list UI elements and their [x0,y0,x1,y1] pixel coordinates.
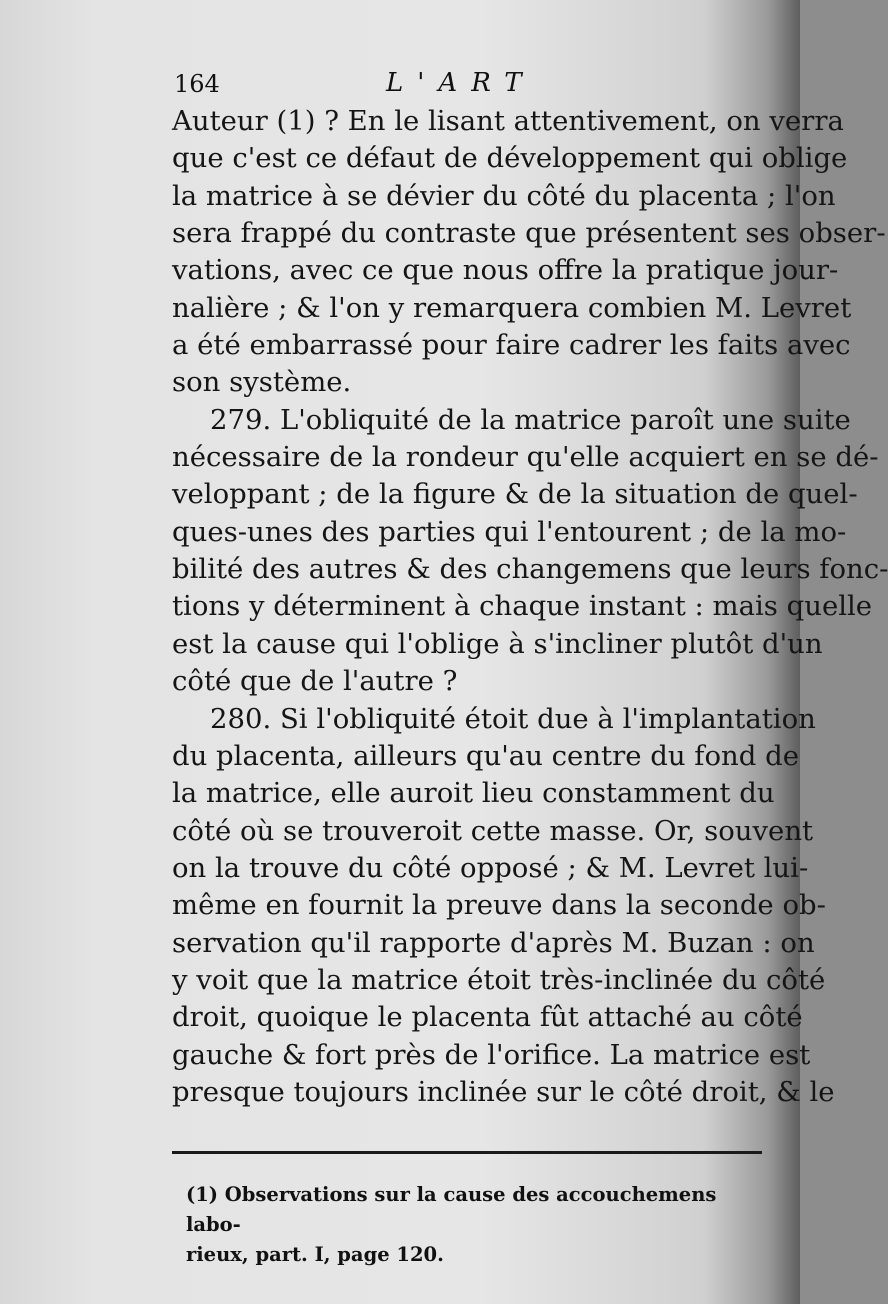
text-line: veloppant ; de la figure & de la situation de quel- [172,478,858,511]
text-line: on la trouve du côté opposé ; & M. Levret lui- [172,851,809,884]
text-line: gauche & fort près de l'orifice. La matrice est [172,1038,811,1071]
footnote [186,1180,766,1270]
footnote-rule [172,1151,762,1154]
text-line: que c'est ce défaut de développement qui oblige [172,142,848,175]
footnote-line: rieux, part. I, page 120. [186,1243,444,1266]
text-line: servation qu'il rapporte d'après M. Buzan : on [172,926,815,959]
text-line: côté que de l'autre ? [172,665,458,698]
text-line: a été embarrassé pour faire cadrer les faits avec [172,329,851,362]
text-line: même en fournit la preuve dans la seconde ob- [172,889,826,922]
text-line: côté où se trouveroit cette masse. Or, souvent [172,814,814,847]
page-number: 164 [174,70,220,98]
footnote-line: (1) Observations sur la cause des accouchemens labo- [186,1183,717,1236]
text-line: sera frappé du contraste que présentent ses obser- [172,217,886,250]
text-line: presque toujours inclinée sur le côté droit, & le [172,1075,835,1108]
text-line: tions y déterminent à chaque instant : mais quelle [172,590,873,623]
text-line: est la cause qui l'oblige à s'incliner plutôt d'un [172,627,823,660]
text-line: son système. [172,366,352,399]
body-text [172,103,888,1111]
text-line: du placenta, ailleurs qu'au centre du fond de [172,739,799,772]
text-line: y voit que la matrice étoit très-inclinée du côté [172,963,826,996]
text-line: nalière ; & l'on y remarquera combien M. Levret [172,291,852,324]
text-line: bilité des autres & des changemens que leurs fonc- [172,553,888,586]
running-title: L'ART [386,68,536,98]
text-line: vations, avec ce que nous offre la pratique jour- [172,254,839,287]
text-line: 280. Si l'obliquité étoit due à l'implantation [210,702,816,735]
text-line: nécessaire de la rondeur qu'elle acquiert en se dé- [172,441,879,474]
text-line: la matrice à se dévier du côté du placenta ; l'on [172,179,836,212]
text-line: 279. L'obliquité de la matrice paroît une suite [210,403,851,436]
text-line: droit, quoique le placenta fût attaché au côté [172,1001,803,1034]
text-line: ques-unes des parties qui l'entourent ; de la mo- [172,515,847,548]
running-head [0,62,800,102]
text-line: la matrice, elle auroit lieu constamment du [172,777,775,810]
text-line: Auteur (1) ? En le lisant attentivement, on verra [172,105,844,137]
